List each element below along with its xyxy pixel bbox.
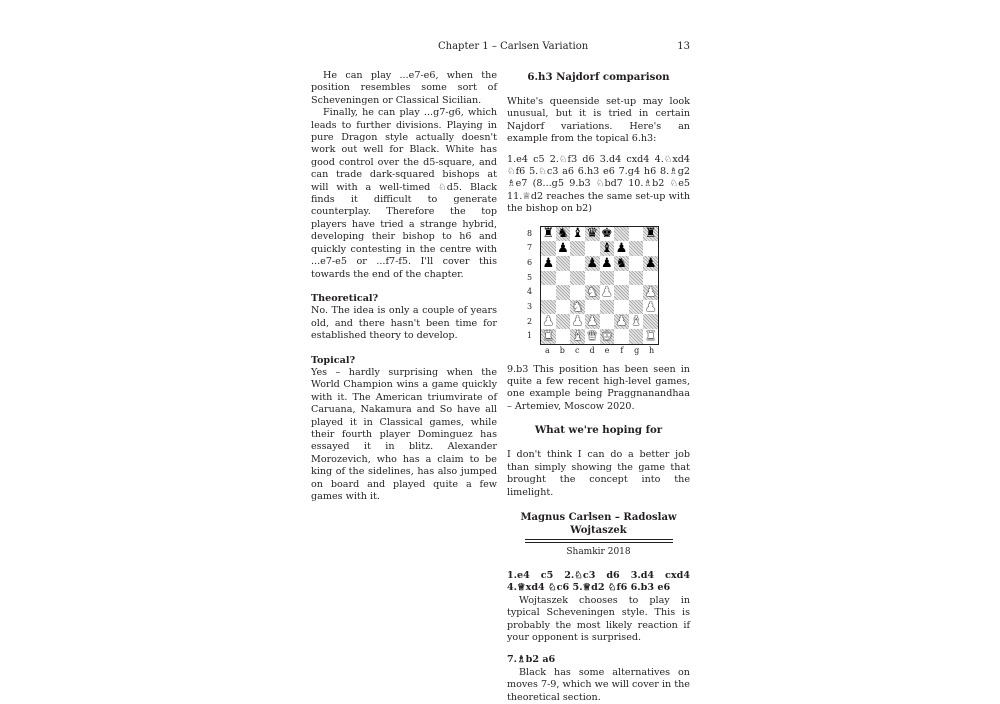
title-rule <box>525 539 673 543</box>
square-d6 <box>585 256 600 271</box>
paragraph: No. The idea is only a couple of years old, and there hasn't been time for established theory to develop. <box>311 305 497 342</box>
white-pawn-icon: ♟ <box>542 314 555 330</box>
square-e7 <box>600 241 615 256</box>
square-h2 <box>643 314 658 329</box>
file-label: d <box>589 345 595 355</box>
square-c7 <box>570 241 585 256</box>
game-moves: 1.e4 c5 2.♘c3 d6 3.d4 cxd4 4.♕xd4 ♘c6 5.♕d2 ♘f6 6.b3 e6 <box>507 569 690 594</box>
square-a4 <box>541 285 556 300</box>
square-c1 <box>570 329 585 344</box>
file-label: c <box>574 345 580 355</box>
square-b6 <box>556 256 571 271</box>
subheading-theoretical: Theoretical? <box>311 292 379 304</box>
square-d5 <box>585 271 600 286</box>
white-pawn-icon: ♟ <box>600 284 613 300</box>
black-king-icon: ♚ <box>600 226 613 242</box>
square-e8 <box>600 227 615 242</box>
square-h4 <box>643 285 658 300</box>
square-e1 <box>600 329 615 344</box>
file-label: a <box>545 345 550 355</box>
square-c8 <box>570 227 585 242</box>
square-g7 <box>629 241 644 256</box>
white-pawn-icon: ♟ <box>644 284 657 300</box>
square-f2 <box>614 314 629 329</box>
rank-label: 5 <box>527 272 533 282</box>
rank-label: 8 <box>527 228 533 238</box>
square-g3 <box>629 300 644 315</box>
paragraph: White's queenside set-up may look unusual, but it is tried in certain Najdorf variations. Here's an example from the topical 6.h3: <box>507 96 690 145</box>
game-moves: 7.♗b2 a6 <box>507 654 556 666</box>
rank-labels <box>527 227 537 345</box>
square-a6 <box>541 256 556 271</box>
subheading-topical: Topical? <box>311 354 356 366</box>
square-f7 <box>614 241 629 256</box>
square-d3 <box>585 300 600 315</box>
square-c5 <box>570 271 585 286</box>
square-g8 <box>629 227 644 242</box>
black-knight-icon: ♞ <box>615 255 628 271</box>
white-king-icon: ♚ <box>600 328 613 344</box>
page-header <box>438 40 690 56</box>
file-label: h <box>648 345 655 355</box>
square-f5 <box>614 271 629 286</box>
chess-diagram <box>507 226 690 362</box>
black-pawn-icon: ♟ <box>586 255 599 271</box>
rank-label: 4 <box>527 287 533 297</box>
square-a8 <box>541 227 556 242</box>
square-g6 <box>629 256 644 271</box>
rank-label: 7 <box>527 243 533 253</box>
square-d8 <box>585 227 600 242</box>
square-e4 <box>600 285 615 300</box>
chapter-title: Chapter 1 – Carlsen Variation <box>438 41 589 52</box>
square-d4 <box>585 285 600 300</box>
white-pawn-icon: ♟ <box>586 314 599 330</box>
paragraph: I don't think I can do a better job than simply showing the game that brought the concept into the limelight. <box>507 449 690 498</box>
white-pawn-icon: ♟ <box>615 314 628 330</box>
square-g2 <box>629 314 644 329</box>
square-a7 <box>541 241 556 256</box>
white-rook-icon: ♜ <box>542 328 555 344</box>
black-queen-icon: ♛ <box>586 226 599 242</box>
white-bishop-icon: ♝ <box>630 314 642 330</box>
square-c6 <box>570 256 585 271</box>
square-g4 <box>629 285 644 300</box>
square-d7 <box>585 241 600 256</box>
black-pawn-icon: ♟ <box>615 241 628 257</box>
square-a2 <box>541 314 556 329</box>
square-b3 <box>556 300 571 315</box>
square-e3 <box>600 300 615 315</box>
square-h7 <box>643 241 658 256</box>
section-title: What we're hoping for <box>534 424 663 437</box>
section-title: 6.h3 Najdorf comparison <box>527 71 670 83</box>
file-label: f <box>620 345 624 355</box>
square-c2 <box>570 314 585 329</box>
black-pawn-icon: ♟ <box>600 255 613 271</box>
paragraph: Yes – hardly surprising when the World Champion wins a game quickly with it. The American triumvirate of Caruana, Nakamura and So have all played it in Classical games, while their fourth player Dominguez has essayed it in blitz. Alexander Morozevich, who has a claim to be king of the sidelines, has also jumped on board and played quite a few games with it. <box>311 366 497 502</box>
white-bishop-icon: ♝ <box>571 328 584 344</box>
black-rook-icon: ♜ <box>542 226 555 242</box>
square-f4 <box>614 285 629 300</box>
square-f1 <box>614 329 629 344</box>
square-b4 <box>556 285 571 300</box>
square-b2 <box>556 314 571 329</box>
file-label: g <box>634 345 640 355</box>
square-e5 <box>600 271 615 286</box>
rank-label: 1 <box>527 331 533 341</box>
white-knight-icon: ♞ <box>571 299 584 315</box>
rank-label: 6 <box>527 258 533 268</box>
paragraph: He can play ...e7-e6, when the position resembles some sort of Scheveningen or Classical Sicilian. <box>311 70 497 106</box>
diagram-caption: 9.b3 This position has been seen in quite a few recent high-level games, one example being Praggnanandhaa – Artemiev, Moscow 2020. <box>507 363 690 412</box>
square-a5 <box>541 271 556 286</box>
chess-board <box>540 226 659 345</box>
square-b7 <box>556 241 571 256</box>
page-number: 13 <box>677 41 690 52</box>
black-bishop-icon: ♝ <box>600 241 613 257</box>
square-e6 <box>600 256 615 271</box>
square-b8 <box>556 227 571 242</box>
game-event: Shamkir 2018 <box>566 546 631 557</box>
square-h1 <box>643 329 658 344</box>
file-label: e <box>604 345 610 355</box>
square-b5 <box>556 271 571 286</box>
paragraph: Wojtaszek chooses to play in typical Scheveningen style. This is probably the most likely reaction if your opponent is surprised. <box>507 594 690 643</box>
square-c3 <box>570 300 585 315</box>
file-labels <box>540 346 659 356</box>
move-sequence: 1.e4 c5 2.♘f3 d6 3.d4 cxd4 4.♘xd4 ♘f6 5.♘c3 a6 6.h3 e6 7.g4 h6 8.♗g2 ♗e7 (8...g5 9.b3 ♘bd7 10.♗b2 ♘e5 11.♕d2 reaches the same set-up with the bishop on b2) <box>507 153 690 215</box>
white-pawn-icon: ♟ <box>571 314 584 330</box>
black-rook-icon: ♜ <box>644 226 657 242</box>
square-a1 <box>541 329 556 344</box>
square-h5 <box>643 271 658 286</box>
square-h8 <box>643 227 658 242</box>
white-rook-icon: ♜ <box>644 328 657 344</box>
square-f8 <box>614 227 629 242</box>
square-e2 <box>600 314 615 329</box>
right-column <box>507 70 690 704</box>
square-f6 <box>614 256 629 271</box>
paragraph: Black has some alternatives on moves 7-9, which we will cover in the theoretical section. <box>507 666 690 703</box>
square-d1 <box>585 329 600 344</box>
black-knight-icon: ♞ <box>557 226 569 242</box>
square-b1 <box>556 329 571 344</box>
black-pawn-icon: ♟ <box>644 255 657 271</box>
white-knight-icon: ♞ <box>586 284 599 300</box>
black-pawn-icon: ♟ <box>557 241 569 257</box>
paragraph: Finally, he can play ...g7-g6, which leads to further divisions. Playing in pure Dragon style actually doesn't work out well for Black. White has good control over the d5-square, and can trade dark-squared bishops at will with a well-timed ♘d5. Black finds it difficult to generate counterplay. Therefore the top players have tried a strange hybrid, developing their bishop to h6 and quickly contesting in the centre with ...e7-e5 or ...f7-f5. I'll cover this towards the end of the chapter. <box>311 107 497 280</box>
game-title: Magnus Carlsen – Radoslaw Wojtaszek <box>520 511 677 536</box>
square-g1 <box>629 329 644 344</box>
square-d2 <box>585 314 600 329</box>
black-pawn-icon: ♟ <box>542 255 555 271</box>
square-f3 <box>614 300 629 315</box>
square-g5 <box>629 271 644 286</box>
rank-label: 3 <box>527 302 533 312</box>
square-h3 <box>643 300 658 315</box>
left-column <box>311 70 497 503</box>
file-label: b <box>559 345 565 355</box>
square-a3 <box>541 300 556 315</box>
square-h6 <box>643 256 658 271</box>
white-queen-icon: ♛ <box>586 328 599 344</box>
rank-label: 2 <box>527 316 533 326</box>
square-c4 <box>570 285 585 300</box>
black-bishop-icon: ♝ <box>571 226 584 242</box>
white-pawn-icon: ♟ <box>644 299 657 315</box>
